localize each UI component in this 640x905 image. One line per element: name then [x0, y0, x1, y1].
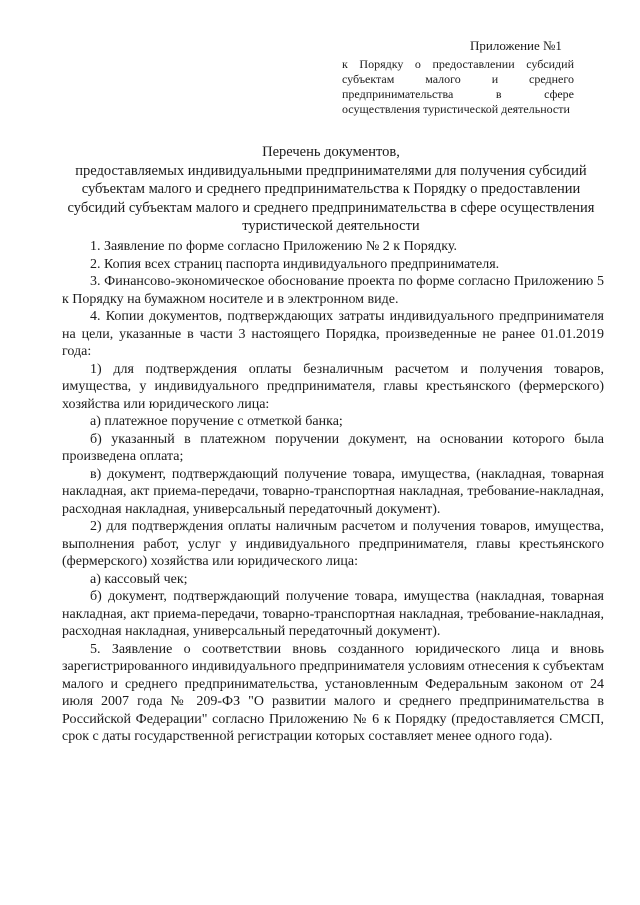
list-item-4-2-a: а) кассовый чек;	[90, 571, 188, 587]
list-item-4-1-b: б) указанный в платежном поручении документ, на основании которого была произведена оплата;	[62, 431, 604, 464]
list-item-4-2-b: б) документ, подтверждающий получение товара, имущества (накладная, товарная накладная, акт приема-передачи, товарно-транспортная накладная, требование-накладная, расходная накладная, универсальный передаточный документ).	[62, 589, 604, 639]
list-item-4-1-a: а) платежное поручение с отметкой банка;	[90, 414, 343, 429]
list-item-4-1: 1) для подтверждения оплаты безналичным расчетом и получения товаров, имущества, у индивидуального предпринимателя, главы крестьянского (фермерского) хозяйства или юридического лица:	[62, 361, 604, 412]
title-line-5: туристической деятельности	[242, 218, 420, 234]
list-item-4-2: 2) для подтверждения оплаты наличным расчетом и получения товаров, имущества, выполнения работ, услуг у индивидуального предпринимателя, главы крестьянского (фермерского) хозяйства или юридического лица:	[62, 519, 604, 569]
list-item-4: 4. Копии документов, подтверждающих затраты индивидуального предпринимателя на цели, указанные в части 3 настоящего Порядка, произведенные не ранее 01.01.2019 года:	[62, 309, 604, 359]
document-body	[62, 238, 604, 746]
document-title	[55, 143, 607, 236]
list-item-5: 5. Заявление о соответствии вновь созданного юридического лица и вновь зарегистрированного индивидуального предпринимателя условиям отнесения к субъектам малого и среднего предпринимательства, установленным Федеральным законом от 24 июля 2007 года № 209-ФЗ "О развитии малого и среднего предпринимательства в Российской Федерации" согласно Приложению № 6 к Порядку (предоставляется СМСП, срок с даты государственной регистрации которых составляет менее одного года).	[62, 641, 604, 744]
title-line-3: субъектам малого и среднего предпринимательства к Порядку о предоставлении	[81, 181, 581, 197]
list-item-4-1-v: в) документ, подтверждающий получение товара, имущества, (накладная, товарная накладная, акт приема-передачи, товарно-транспортная накладная, требование-накладная, расходная накладная, универсальный передаточный документ).	[62, 466, 604, 517]
title-line-1: Перечень документов,	[262, 144, 400, 160]
list-item-2: 2. Копия всех страниц паспорта индивидуального предпринимателя.	[90, 256, 500, 272]
list-item-1: 1. Заявление по форме согласно Приложению № 2 к Порядку.	[90, 239, 457, 254]
appendix-number: Приложение №1	[470, 38, 562, 53]
title-line-2: предоставляемых индивидуальными предпринимателями для получения субсидий	[75, 162, 587, 179]
list-item-3: 3. Финансово-экономическое обоснование проекта по форме согласно Приложению 5 к Порядку на бумажном носителе и в электронном виде.	[62, 274, 604, 307]
title-line-4: субсидий субъектам малого и среднего предпринимательства в сфере осуществления	[67, 199, 595, 216]
appendix-reference: к Порядку о предоставлении субсидий субъектам малого и среднего предпринимательства в сфере осуществления туристической деятельности	[342, 57, 574, 116]
